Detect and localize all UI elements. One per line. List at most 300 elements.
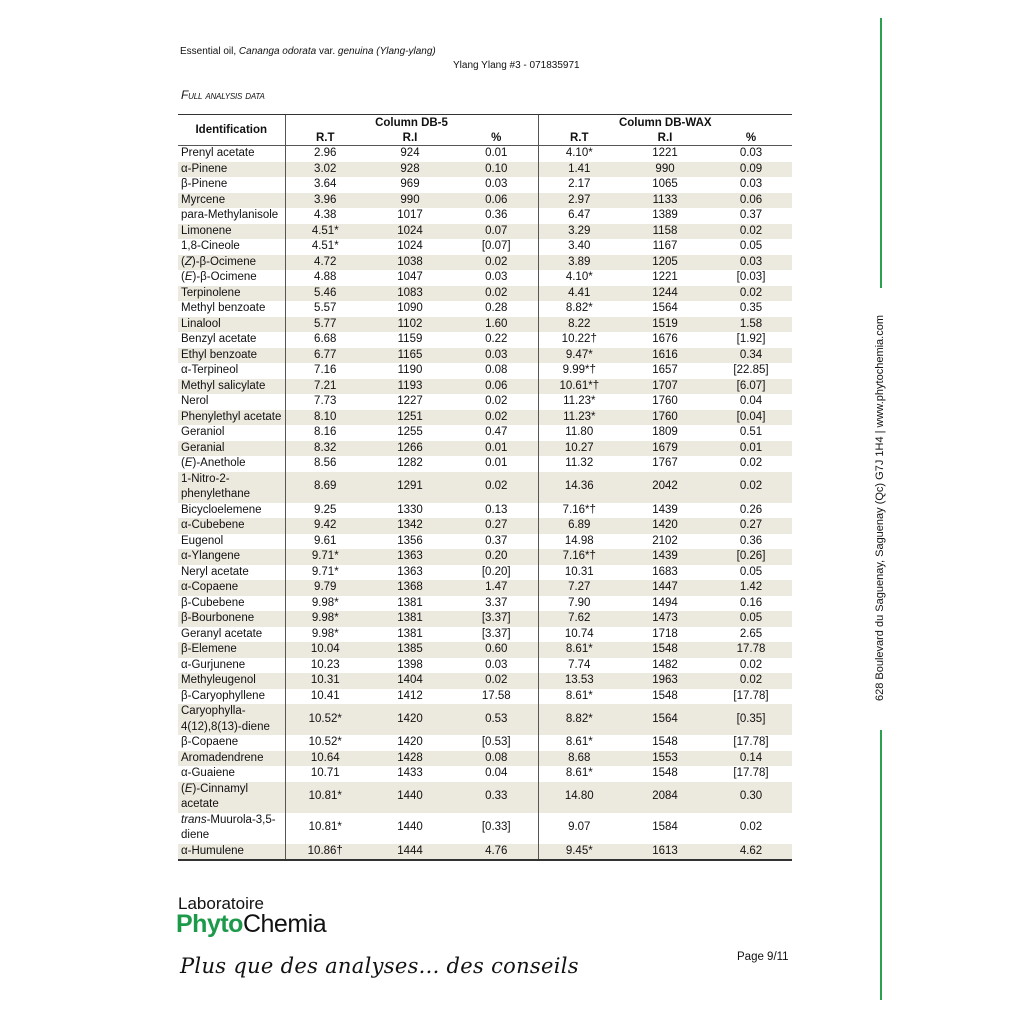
rt-db5: 9.79	[285, 580, 365, 596]
table-row	[178, 735, 792, 751]
rt-db5: 2.96	[285, 146, 365, 162]
italic-descriptor: E	[184, 457, 193, 469]
ri-db5: 1404	[365, 673, 455, 689]
rt-dbwax: 10.22†	[538, 332, 620, 348]
compound-name: α-Pinene	[178, 162, 285, 178]
pct-dbwax: 0.04	[739, 395, 763, 407]
pct-db5: 0.20	[455, 549, 538, 565]
pct-db5: 0.04	[485, 767, 508, 779]
pct-db5: 0.01	[485, 457, 508, 469]
compound-name: (E)-Anethole	[181, 457, 246, 469]
pct-dbwax: [17.78]	[733, 689, 769, 702]
pct-db5: 0.36	[485, 209, 508, 221]
compound-name: Aromadendrene	[178, 751, 285, 767]
pct-db5: [0.20]	[481, 565, 511, 578]
ri-dbwax: 1389	[652, 209, 678, 221]
pct-dbwax: 0.05	[739, 240, 763, 252]
pct-dbwax: [0.04]	[710, 410, 792, 426]
rt-dbwax: 4.10*	[538, 270, 620, 286]
ri-db5: 1291	[365, 472, 455, 503]
table-row	[178, 301, 792, 317]
pct-db5: 0.37	[485, 534, 508, 547]
pct-db5: 0.03	[455, 348, 538, 364]
rt-db5: 8.32	[285, 441, 365, 457]
rt-dbwax: 13.53	[538, 673, 620, 689]
logo-green-part: Phyto	[176, 910, 243, 938]
rt-dbwax: 6.47	[538, 208, 620, 224]
pct-db5: 0.33	[455, 782, 538, 813]
compound-name: α-Ylangene	[178, 549, 285, 565]
section-title	[181, 88, 265, 102]
compound-name: α-Terpineol	[181, 364, 239, 376]
variety: genuina (Ylang-ylang)	[337, 46, 436, 57]
product-header	[180, 46, 436, 57]
pct-dbwax: 0.35	[739, 302, 763, 314]
ri-dbwax: 1494	[652, 596, 678, 609]
compound-name: β-Elemene	[178, 642, 285, 658]
ri-db5: 1381	[397, 596, 423, 609]
rt-dbwax: 6.89	[538, 518, 620, 534]
table-row	[178, 642, 792, 658]
pct-db5: 0.02	[455, 255, 538, 271]
pct-db5: 0.22	[485, 333, 508, 345]
ri-db5: 1024	[397, 240, 423, 252]
ri-dbwax: 1244	[620, 286, 710, 302]
rt-db5: 9.61	[285, 534, 365, 550]
table-row	[178, 270, 792, 286]
pct-dbwax: 0.26	[739, 503, 763, 516]
compound-name: Limonene	[178, 224, 285, 240]
col-ri-dbwax: R.I	[620, 130, 710, 146]
ri-db5: 1385	[365, 642, 455, 658]
section-title-text: Full analysis data	[181, 88, 265, 102]
rt-dbwax: 4.41	[538, 286, 620, 302]
pct-dbwax: [17.78]	[733, 736, 769, 748]
pct-dbwax: 0.05	[739, 565, 763, 578]
pct-dbwax: 0.30	[710, 782, 792, 813]
ri-db5: 1440	[365, 782, 455, 813]
col-pct-db5: %	[455, 130, 538, 146]
table-row	[178, 813, 792, 844]
compound-name: (E)-β-Ocimene	[181, 271, 257, 283]
ri-db5: 1190	[397, 364, 423, 376]
table-row	[178, 673, 792, 689]
pct-dbwax: [0.26]	[710, 549, 792, 565]
ri-dbwax: 1205	[620, 255, 710, 271]
ri-dbwax: 1439	[652, 503, 678, 516]
rt-dbwax: 10.27	[538, 441, 620, 457]
table-row	[178, 580, 792, 596]
compound-name: 1-Nitro-2-phenylethane	[178, 472, 285, 503]
table-row	[178, 518, 792, 534]
table-row	[178, 224, 792, 240]
rt-dbwax: 11.23*	[538, 410, 620, 426]
pct-db5: 0.02	[455, 410, 538, 426]
ri-dbwax: 1420	[620, 518, 710, 534]
rt-db5: 9.25	[285, 503, 365, 519]
ri-dbwax: 1065	[652, 178, 678, 190]
ri-dbwax: 1519	[620, 317, 710, 333]
rt-db5: 3.02	[285, 162, 365, 178]
rt-dbwax: 9.99*†	[538, 363, 620, 379]
pct-db5: 0.03	[485, 658, 508, 671]
pct-dbwax: [1.92]	[736, 333, 766, 345]
ri-db5: 1102	[365, 317, 455, 333]
ri-dbwax: 1718	[652, 627, 678, 640]
compound-name: Methyleugenol	[178, 673, 285, 689]
rt-db5: 4.72	[285, 255, 365, 271]
ri-db5: 1412	[397, 689, 423, 702]
table-row	[178, 611, 792, 627]
compound-name: Caryophylla-4(12),8(13)-diene	[178, 704, 285, 735]
pct-dbwax: 1.58	[710, 317, 792, 333]
product-label: Essential oil,	[180, 46, 239, 57]
ri-db5: 990	[365, 193, 455, 209]
italic-descriptor: Z	[184, 255, 192, 268]
rt-db5: 10.04	[285, 642, 365, 658]
address-side-text: 628 Boulevard du Saguenay, Saguenay (Qc) G7J 1H4 | www.phytochemia.com	[874, 314, 886, 702]
rt-dbwax: 2.17	[538, 177, 620, 193]
rt-dbwax: 3.40	[538, 239, 620, 255]
rt-dbwax: 10.31	[538, 565, 620, 581]
rt-db5: 9.98*	[285, 611, 365, 627]
ri-db5: 1024	[365, 224, 455, 240]
rt-dbwax: 11.80	[538, 425, 620, 441]
pct-db5: 0.08	[485, 364, 508, 376]
table-row	[178, 596, 792, 612]
table-row	[178, 766, 792, 782]
table-row	[178, 208, 792, 224]
ri-db5: 924	[400, 147, 420, 159]
rt-db5: 9.42	[285, 518, 365, 534]
ri-db5: 969	[400, 178, 420, 190]
rt-db5: 10.52*	[285, 735, 365, 751]
ri-db5: 928	[365, 162, 455, 178]
rt-db5: 4.51*	[285, 224, 365, 240]
rt-dbwax: 8.61*	[538, 735, 620, 751]
ri-dbwax: 2042	[620, 472, 710, 503]
rt-dbwax: 7.90	[538, 596, 620, 612]
pct-dbwax: 0.14	[710, 751, 792, 767]
pct-db5: 0.02	[455, 286, 538, 302]
pct-dbwax: 0.36	[739, 534, 763, 547]
pct-db5: 0.07	[455, 224, 538, 240]
ri-dbwax: 1679	[620, 441, 710, 457]
table-row	[178, 363, 792, 379]
ri-dbwax: 1657	[652, 364, 678, 376]
table-row	[178, 751, 792, 767]
pct-db5: [0.33]	[481, 821, 511, 834]
ri-db5: 1381	[397, 627, 423, 640]
compound-name: Geraniol	[181, 426, 225, 438]
ri-db5: 1047	[397, 271, 423, 283]
pct-db5: 0.06	[455, 379, 538, 395]
pct-db5: 0.60	[455, 642, 538, 658]
pct-dbwax: [0.03]	[736, 271, 766, 283]
pct-db5: 0.02	[485, 395, 508, 407]
rt-dbwax: 11.23*	[538, 394, 620, 410]
rt-db5: 9.71*	[285, 565, 365, 581]
compound-name: α-Gurjunene	[181, 658, 246, 671]
rt-dbwax: 8.82*	[538, 301, 620, 317]
pct-dbwax: 0.02	[739, 457, 763, 469]
rt-dbwax: 8.61*	[538, 689, 620, 705]
compound-name: Geranyl acetate	[181, 627, 263, 640]
ri-dbwax: 1548	[652, 736, 678, 748]
compound-name: Benzyl acetate	[181, 333, 257, 345]
ri-dbwax: 2084	[620, 782, 710, 813]
group-db5: Column DB-5	[285, 115, 538, 131]
ri-dbwax: 1963	[620, 673, 710, 689]
compound-name: Ethyl benzoate	[178, 348, 285, 364]
ri-db5: 1251	[365, 410, 455, 426]
ri-dbwax: 1616	[620, 348, 710, 364]
ri-dbwax: 1447	[620, 580, 710, 596]
pct-dbwax: 0.02	[710, 673, 792, 689]
table-row	[178, 534, 792, 550]
rt-dbwax: 8.22	[538, 317, 620, 333]
rt-dbwax: 4.10*	[538, 146, 620, 162]
rt-db5: 6.77	[285, 348, 365, 364]
ri-dbwax: 1548	[652, 689, 678, 702]
ri-dbwax: 1613	[620, 844, 710, 861]
ri-dbwax: 1167	[652, 240, 678, 252]
pct-dbwax: 0.02	[710, 224, 792, 240]
rt-db5: 3.64	[285, 177, 365, 193]
table-row	[178, 394, 792, 410]
ri-db5: 1363	[365, 549, 455, 565]
ri-db5: 1165	[365, 348, 455, 364]
ri-db5: 1282	[397, 457, 423, 469]
pct-db5: [0.53]	[481, 736, 511, 748]
ri-dbwax: 1221	[652, 147, 678, 159]
ri-db5: 1398	[397, 658, 423, 671]
table-row	[178, 162, 792, 178]
pct-db5: 1.47	[455, 580, 538, 596]
rt-dbwax: 9.07	[538, 813, 620, 844]
pct-dbwax: 0.02	[739, 658, 763, 671]
compound-name: α-Humulene	[178, 844, 285, 861]
ri-dbwax: 1760	[652, 395, 678, 407]
ri-dbwax: 1482	[652, 658, 678, 671]
rt-dbwax: 9.45*	[538, 844, 620, 861]
pct-dbwax: 0.01	[710, 441, 792, 457]
table-row	[178, 177, 792, 193]
rt-db5: 4.88	[285, 270, 365, 286]
pct-dbwax: 2.65	[739, 627, 763, 640]
table-row	[178, 410, 792, 426]
ri-db5: 1083	[365, 286, 455, 302]
italic-descriptor: trans	[181, 813, 207, 826]
compound-name: trans-Muurola-3,5-diene	[181, 813, 276, 841]
pct-dbwax: 0.27	[710, 518, 792, 534]
ri-dbwax: 990	[620, 162, 710, 178]
pct-dbwax: 0.03	[739, 147, 763, 159]
pct-db5: 0.03	[485, 271, 508, 283]
ri-dbwax: 1553	[620, 751, 710, 767]
ri-db5: 1363	[397, 565, 423, 578]
col-pct-dbwax: %	[710, 130, 792, 146]
compound-name: Eugenol	[181, 534, 224, 547]
pct-db5: 0.06	[455, 193, 538, 209]
ri-dbwax: 2102	[652, 534, 678, 547]
rt-dbwax: 3.89	[538, 255, 620, 271]
ri-dbwax: 1676	[652, 333, 678, 345]
ri-dbwax: 1707	[620, 379, 710, 395]
pct-dbwax: 17.78	[710, 642, 792, 658]
table-row	[178, 348, 792, 364]
table-row	[178, 317, 792, 333]
table-row	[178, 782, 792, 813]
ri-dbwax: 1439	[620, 549, 710, 565]
pct-dbwax: 0.51	[739, 426, 763, 438]
rt-db5: 3.96	[285, 193, 365, 209]
pct-db5: 0.01	[485, 147, 508, 159]
compound-name: Terpinolene	[178, 286, 285, 302]
rt-dbwax: 1.41	[538, 162, 620, 178]
ri-db5: 1038	[365, 255, 455, 271]
ri-db5: 1368	[365, 580, 455, 596]
ri-db5: 1330	[397, 503, 423, 516]
compound-name: Nerol	[181, 395, 209, 407]
table-row	[178, 286, 792, 302]
rt-db5: 10.71	[285, 766, 365, 782]
rt-db5: 10.52*	[285, 704, 365, 735]
table-row	[178, 255, 792, 271]
rt-dbwax: 7.27	[538, 580, 620, 596]
table-row	[178, 456, 792, 472]
pct-db5: [3.37]	[455, 611, 538, 627]
logo-phytochemia	[176, 910, 326, 939]
pct-db5: [3.37]	[481, 627, 511, 640]
compound-name: Geranial	[178, 441, 285, 457]
pct-db5: 17.58	[481, 689, 511, 702]
compound-name: Methyl salicylate	[178, 379, 285, 395]
rt-db5: 7.73	[285, 394, 365, 410]
pct-db5: 0.27	[455, 518, 538, 534]
ri-dbwax: 1473	[620, 611, 710, 627]
pct-dbwax: 0.02	[739, 821, 763, 834]
compound-name: para-Methylanisole	[181, 209, 279, 221]
pct-dbwax: 0.02	[710, 286, 792, 302]
pct-dbwax: 4.62	[710, 844, 792, 861]
ri-db5: 1381	[365, 611, 455, 627]
table-row	[178, 425, 792, 441]
pct-db5: 0.28	[485, 302, 508, 314]
sample-id: Ylang Ylang #3 - 071835971	[453, 60, 580, 71]
pct-dbwax: [0.35]	[710, 704, 792, 735]
ri-db5: 1017	[397, 209, 423, 221]
green-rule-bottom	[880, 730, 882, 1000]
rt-db5: 8.69	[285, 472, 365, 503]
ri-db5: 1433	[397, 767, 423, 779]
col-identification: Identification	[178, 115, 285, 146]
rt-db5: 8.10	[285, 410, 365, 426]
rt-db5: 8.56	[285, 456, 365, 472]
compound-name: (E)-Cinnamyl acetate	[178, 782, 285, 813]
compound-name: Prenyl acetate	[181, 147, 255, 159]
compound-name: Neryl acetate	[181, 565, 249, 578]
rt-db5: 6.68	[285, 332, 365, 348]
table-row	[178, 379, 792, 395]
rt-db5: 5.57	[285, 301, 365, 317]
rt-dbwax: 3.29	[538, 224, 620, 240]
rt-dbwax: 8.61*	[538, 642, 620, 658]
rt-db5: 7.21	[285, 379, 365, 395]
rt-db5: 10.31	[285, 673, 365, 689]
pct-db5: 1.60	[455, 317, 538, 333]
rt-db5: 10.81*	[285, 813, 365, 844]
logo-black-part: Chemia	[242, 910, 327, 938]
green-rule-top	[880, 18, 882, 288]
rt-db5: 9.71*	[285, 549, 365, 565]
rt-dbwax: 8.61*	[538, 766, 620, 782]
ri-db5: 1356	[397, 534, 423, 547]
pct-dbwax: [17.78]	[733, 767, 769, 779]
ri-dbwax: 1683	[652, 565, 678, 578]
italic-descriptor: E	[184, 271, 193, 283]
pct-db5: 0.13	[485, 503, 508, 516]
ri-db5: 1193	[365, 379, 455, 395]
ri-dbwax: 1564	[620, 704, 710, 735]
table-row	[178, 472, 792, 503]
ri-dbwax: 1564	[652, 302, 678, 314]
ri-dbwax: 1548	[620, 642, 710, 658]
ri-dbwax: 1809	[652, 426, 678, 438]
pct-dbwax: 0.06	[710, 193, 792, 209]
pct-db5: 4.76	[455, 844, 538, 861]
rt-dbwax: 8.82*	[538, 704, 620, 735]
ri-db5: 1159	[397, 333, 423, 345]
rt-dbwax: 14.98	[538, 534, 620, 550]
species: Cananga odorata	[238, 46, 317, 57]
compound-name: β-Cubebene	[181, 596, 245, 609]
pct-dbwax: 1.42	[710, 580, 792, 596]
var-label: var.	[316, 46, 338, 57]
compound-name: (Z)-β-Ocimene	[178, 255, 285, 271]
rt-dbwax: 11.32	[538, 456, 620, 472]
compound-name: α-Cubebene	[178, 518, 285, 534]
rt-dbwax: 14.80	[538, 782, 620, 813]
pct-dbwax: 0.03	[710, 255, 792, 271]
rt-db5: 8.16	[285, 425, 365, 441]
rt-db5: 5.77	[285, 317, 365, 333]
compound-name: β-Copaene	[181, 736, 239, 748]
rt-dbwax: 14.36	[538, 472, 620, 503]
rt-dbwax: 10.74	[538, 627, 620, 643]
slogan: Plus que des analyses... des conseils	[180, 954, 579, 978]
col-rt-db5: R.T	[285, 130, 365, 146]
ri-db5: 1090	[397, 302, 423, 314]
pct-db5: 3.37	[485, 596, 508, 609]
pct-db5: 0.08	[455, 751, 538, 767]
italic-descriptor: E	[184, 782, 193, 795]
table-row	[178, 503, 792, 519]
rt-dbwax: 7.16*†	[538, 503, 620, 519]
table-row	[178, 565, 792, 581]
ri-dbwax: 1158	[620, 224, 710, 240]
ri-db5: 1420	[365, 704, 455, 735]
table-row	[178, 441, 792, 457]
rt-db5: 4.38	[285, 208, 365, 224]
ri-dbwax: 1133	[620, 193, 710, 209]
compound-name: Bicycloelemene	[181, 503, 262, 516]
compound-name: β-Caryophyllene	[181, 689, 265, 702]
table-row	[178, 689, 792, 705]
ri-dbwax: 1548	[652, 767, 678, 779]
rt-dbwax: 9.47*	[538, 348, 620, 364]
ri-db5: 1342	[365, 518, 455, 534]
